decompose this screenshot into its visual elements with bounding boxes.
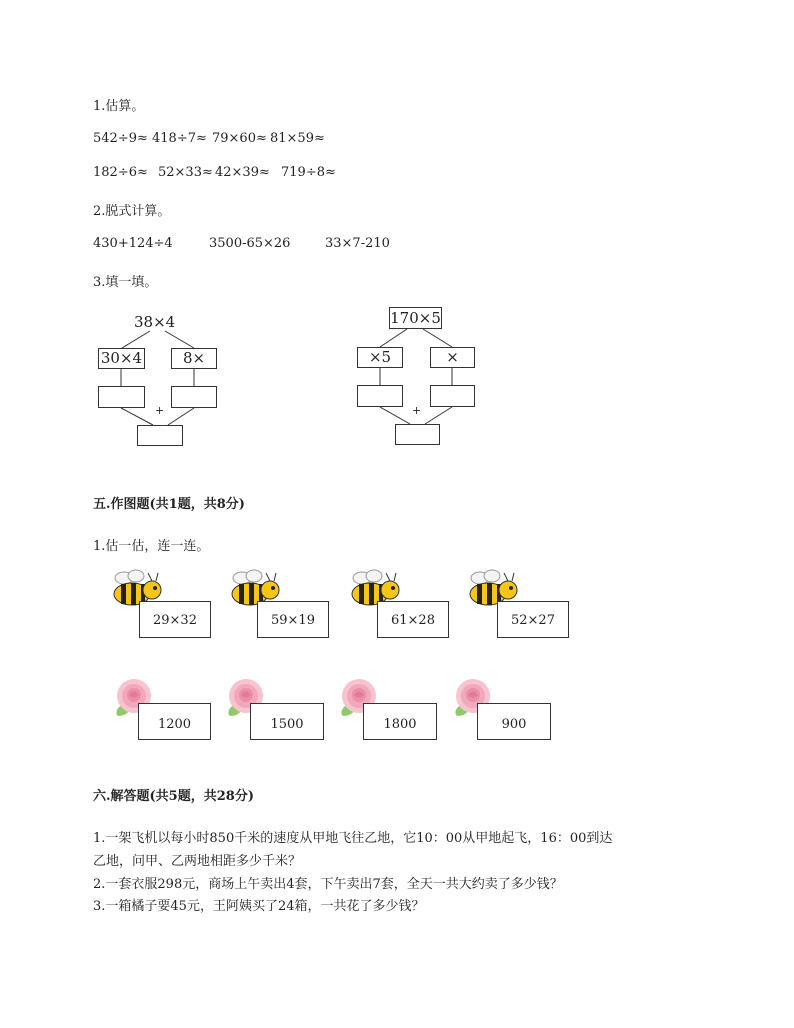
estimate-item: 79×60≈ [212, 131, 267, 146]
bee-expression-box[interactable]: 61×28 [377, 601, 449, 638]
fill-right-answer-box-b[interactable] [430, 385, 475, 407]
flower-value-box[interactable]: 1200 [138, 703, 211, 740]
fill-right-box-b: × [430, 347, 475, 368]
fill-left-answer-box-a[interactable] [98, 386, 145, 408]
fill-title: 3.填一填。 [93, 275, 158, 290]
calc-item: 430+124÷4 [93, 236, 173, 251]
fill-left-top: 38×4 [134, 313, 176, 331]
calc-item: 3500-65×26 [209, 236, 291, 251]
flower-value-box[interactable]: 900 [477, 703, 551, 740]
fill-right-top: 170×5 [390, 309, 441, 327]
calc-item: 33×7-210 [325, 236, 390, 251]
estimate-item: 418÷7≈ [152, 131, 207, 146]
estimate-item: 182÷6≈ [93, 165, 148, 180]
estimate-item: 52×33≈ [158, 165, 213, 180]
flower-value-box[interactable]: 1500 [250, 703, 324, 740]
estimate-item: 542÷9≈ [93, 131, 148, 146]
section5-q1: 1.估一估，连一连。 [93, 539, 210, 554]
section6-q1-line2: 乙地，问甲、乙两地相距多少千米？ [93, 854, 302, 869]
fill-left-plus: + [155, 404, 165, 417]
fill-left-answer-box-sum[interactable] [137, 425, 183, 446]
fill-left-box-a: 30×4 [98, 348, 145, 369]
fill-right-plus: + [412, 404, 422, 417]
fill-left-box-b: 8× [171, 348, 217, 369]
bee-expression-box[interactable]: 29×32 [139, 601, 211, 638]
section6-q2: 2.一套衣服298元，商场上午卖出4套，下午卖出7套，全天一共大约卖了多少钱？ [93, 877, 563, 892]
estimate-item: 42×39≈ [215, 165, 270, 180]
estimate-item: 719÷8≈ [281, 165, 336, 180]
section6-q3: 3.一箱橘子要45元，王阿姨买了24箱，一共花了多少钱？ [93, 899, 425, 914]
section6-title: 六.解答题(共5题，共28分) [93, 789, 254, 804]
fill-left-answer-box-b[interactable] [171, 386, 217, 408]
section6-q1-line1: 1.一架飞机以每小时850千米的速度从甲地飞往乙地，它10：00从甲地起飞，16：00到达 [93, 831, 613, 846]
fill-right-answer-box-sum[interactable] [395, 424, 440, 445]
fill-right-box-a: ×5 [357, 347, 403, 368]
calc-title: 2.脱式计算。 [93, 204, 171, 219]
section5-title: 五.作图题(共1题，共8分) [93, 497, 245, 512]
estimate-title: 1.估算。 [93, 99, 145, 114]
bee-expression-box[interactable]: 52×27 [497, 601, 569, 638]
flower-value-box[interactable]: 1800 [363, 703, 437, 740]
bee-expression-box[interactable]: 59×19 [257, 601, 329, 638]
fill-right-answer-box-a[interactable] [357, 385, 403, 407]
estimate-item: 81×59≈ [270, 131, 325, 146]
